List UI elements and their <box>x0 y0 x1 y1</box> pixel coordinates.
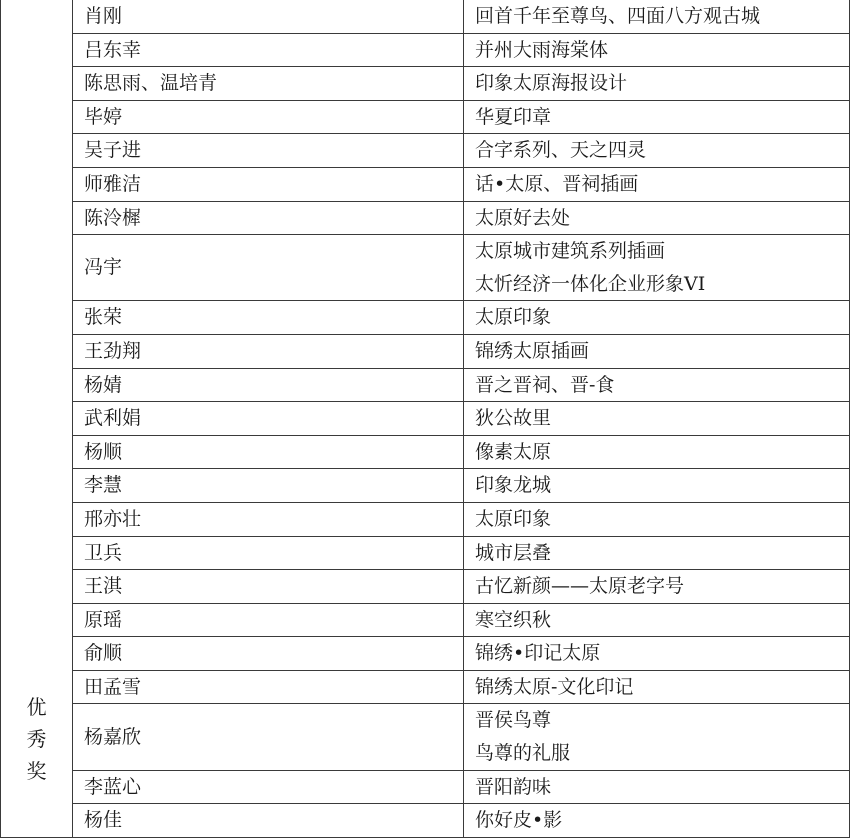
winner-name-cell <box>73 670 464 704</box>
work-title: 古忆新颜——太原老字号 <box>475 575 685 598</box>
table-row <box>1 637 850 671</box>
winner-name-cell <box>73 100 464 134</box>
winner-name: 毕婷 <box>84 105 123 128</box>
work-title-cell <box>464 603 850 637</box>
work-title: 锦绣•印记太原 <box>475 642 601 665</box>
table-row <box>1 770 850 804</box>
work-title-cell <box>464 0 850 33</box>
table-row <box>1 100 850 134</box>
work-title: 寒空织秋 <box>475 608 552 631</box>
winner-name: 冯宇 <box>84 256 123 279</box>
work-title-cell <box>464 536 850 570</box>
work-title-cell <box>464 469 850 503</box>
table-row <box>1 536 850 570</box>
work-title-cell <box>464 33 850 67</box>
table-row <box>1 570 850 604</box>
work-title: 印象龙城 <box>475 474 552 497</box>
table-row <box>1 502 850 536</box>
winner-name-cell <box>73 402 464 436</box>
winner-name: 师雅洁 <box>84 172 142 195</box>
winner-name-cell <box>73 235 464 301</box>
work-title-cell <box>464 167 850 201</box>
winner-name: 卫兵 <box>84 541 123 564</box>
work-title: 太忻经济一体化企业形象VI <box>475 272 706 295</box>
work-title-cell <box>464 502 850 536</box>
work-title-cell <box>464 100 850 134</box>
award-category-label: 优秀奖 <box>26 694 47 783</box>
winner-name: 杨佳 <box>84 809 123 832</box>
work-title-cell <box>464 670 850 704</box>
table-row <box>1 301 850 335</box>
winner-name-cell <box>73 536 464 570</box>
table-row <box>1 0 850 33</box>
work-title: 话•太原、晋祠插画 <box>475 172 639 195</box>
winner-name-cell <box>73 167 464 201</box>
winner-name-cell <box>73 67 464 101</box>
table-row <box>1 167 850 201</box>
work-title: 像素太原 <box>475 440 552 463</box>
table-row <box>1 235 850 301</box>
winner-name: 李慧 <box>84 474 123 497</box>
winner-name-cell <box>73 469 464 503</box>
work-title-cell <box>464 435 850 469</box>
winner-name-cell <box>73 0 464 33</box>
work-title: 晋之晋祠、晋-食 <box>475 373 615 396</box>
work-title-cell <box>464 368 850 402</box>
table-row <box>1 804 850 838</box>
awards-table-body <box>1 0 850 837</box>
work-title: 鸟尊的礼服 <box>475 742 571 765</box>
work-title-cell <box>464 402 850 436</box>
winner-name: 杨嘉欣 <box>84 725 142 748</box>
table-row <box>1 469 850 503</box>
table-row <box>1 704 850 770</box>
winner-name-cell <box>73 770 464 804</box>
work-title: 锦绣太原-文化印记 <box>475 675 634 698</box>
work-title-cell <box>464 235 850 301</box>
work-title: 太原城市建筑系列插画 <box>475 240 666 263</box>
work-title: 太原印象 <box>475 306 552 329</box>
work-title-cell <box>464 134 850 168</box>
winner-name-cell <box>73 368 464 402</box>
winner-name: 张荣 <box>84 306 123 329</box>
work-title-cell <box>464 770 850 804</box>
work-title-cell <box>464 704 850 770</box>
winner-name: 邢亦壮 <box>84 507 142 530</box>
work-title: 合字系列、天之四灵 <box>475 139 647 162</box>
award-category-cell <box>1 0 73 837</box>
table-row <box>1 603 850 637</box>
table-row <box>1 670 850 704</box>
work-title-cell <box>464 334 850 368</box>
winner-name: 武利娟 <box>84 407 142 430</box>
winner-name: 吕东幸 <box>84 38 142 61</box>
winner-name-cell <box>73 603 464 637</box>
table-row <box>1 201 850 235</box>
table-row <box>1 334 850 368</box>
work-title: 晋侯鸟尊 <box>475 709 552 732</box>
winner-name: 肖刚 <box>84 5 123 27</box>
winner-name: 俞顺 <box>84 642 123 665</box>
winner-name: 杨顺 <box>84 440 123 463</box>
winner-name-cell <box>73 435 464 469</box>
work-title-cell <box>464 201 850 235</box>
work-title: 锦绣太原插画 <box>475 339 590 362</box>
winner-name: 杨婧 <box>84 373 123 396</box>
winner-name-cell <box>73 134 464 168</box>
winner-name: 原瑶 <box>84 608 123 631</box>
winner-name-cell <box>73 502 464 536</box>
table-row <box>1 134 850 168</box>
work-title: 晋阳韵味 <box>475 775 552 798</box>
work-title-cell <box>464 67 850 101</box>
work-title-cell <box>464 570 850 604</box>
work-title: 印象太原海报设计 <box>475 72 628 95</box>
table-row <box>1 67 850 101</box>
winner-name: 陈泠樨 <box>84 206 142 229</box>
table-row <box>1 33 850 67</box>
work-title: 太原印象 <box>475 507 552 530</box>
work-title: 太原好去处 <box>475 206 571 229</box>
work-title: 华夏印章 <box>475 105 552 128</box>
winner-name: 王劲翔 <box>84 339 142 362</box>
work-title: 你好皮•影 <box>475 809 563 832</box>
winner-name-cell <box>73 637 464 671</box>
winner-name-cell <box>73 33 464 67</box>
work-title: 城市层叠 <box>475 541 552 564</box>
winner-name-cell <box>73 334 464 368</box>
work-title: 狄公故里 <box>475 407 552 430</box>
work-title-cell <box>464 301 850 335</box>
work-title: 回首千年至尊鸟、四面八方观古城 <box>475 5 761 27</box>
table-row <box>1 435 850 469</box>
winner-name-cell <box>73 704 464 770</box>
table-row <box>1 368 850 402</box>
work-title-cell <box>464 637 850 671</box>
winner-name: 王淇 <box>84 575 123 598</box>
table-row <box>1 402 850 436</box>
work-title: 并州大雨海棠体 <box>475 38 609 61</box>
winner-name-cell <box>73 301 464 335</box>
winner-name: 陈思雨、温培青 <box>84 72 218 95</box>
winner-name-cell <box>73 570 464 604</box>
winner-name-cell <box>73 804 464 838</box>
winner-name-cell <box>73 201 464 235</box>
winner-name: 田孟雪 <box>84 675 142 698</box>
winner-name: 李蓝心 <box>84 775 142 798</box>
winner-name: 吴子进 <box>84 139 142 162</box>
work-title-cell <box>464 804 850 838</box>
